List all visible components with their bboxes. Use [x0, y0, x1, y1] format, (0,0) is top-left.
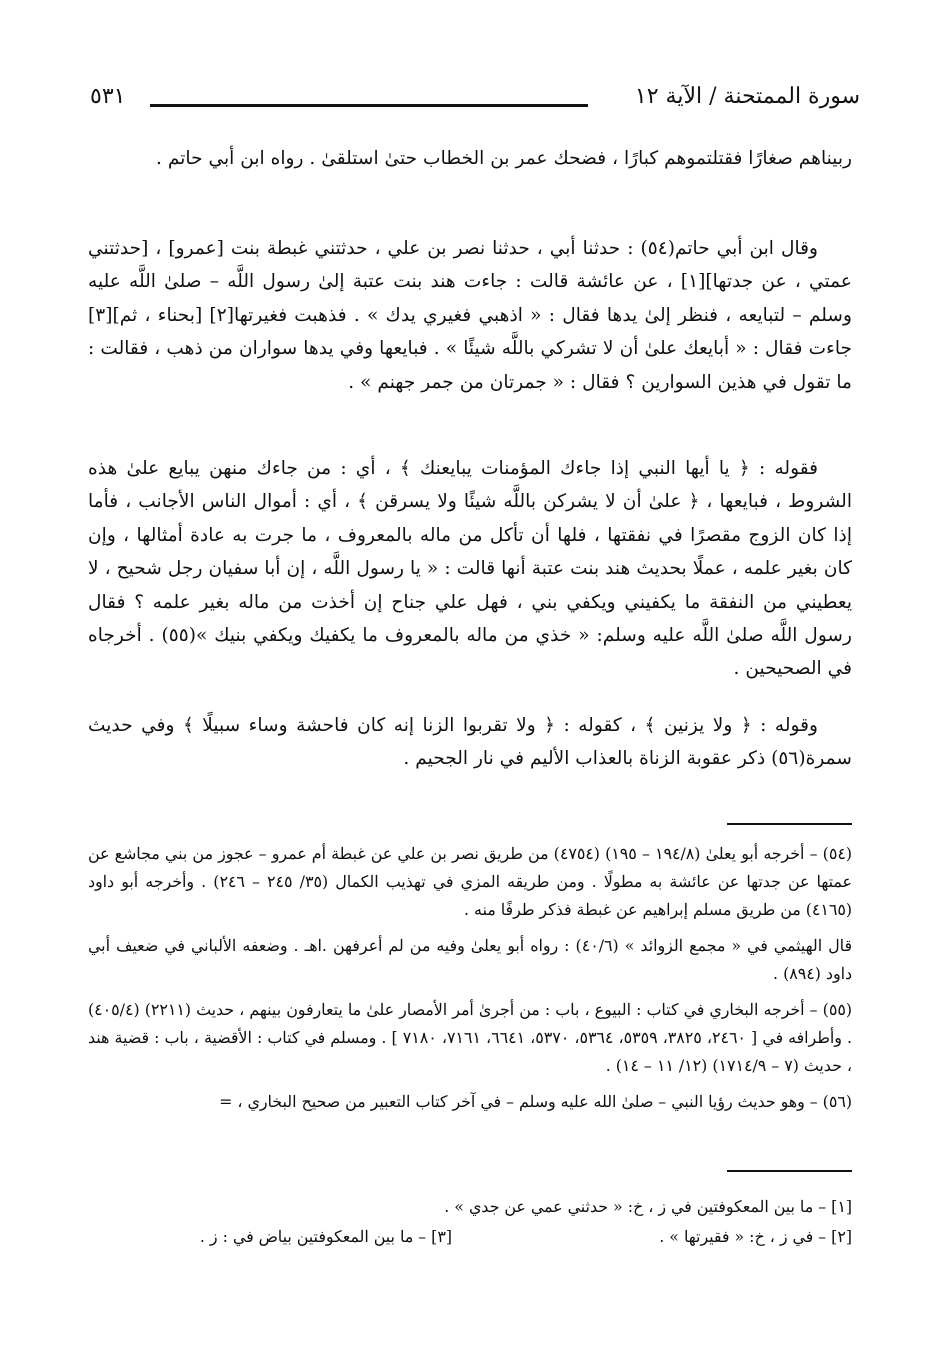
page-header — [90, 84, 860, 118]
variants-separator — [727, 1170, 852, 1172]
manuscript-variants — [88, 1192, 852, 1252]
footnote-54: (٥٤) – أخرجه أبو يعلىٰ (١٩٤/٨ – ١٩٥) (٤٧٥٤) من طريق نصر بن علي عن غبطة أم عمرو – عجوز من بني مجاشع عن عمتها عن جدتها عن عائشة به مطولًا . ومن طريقه المزي في تهذيب الكمال (٣٥/ ٢٤٥ – ٢٤٦) . وأخرجه أبو داود (٤١٦٥) من طريق مسلم إبراهيم عن غبطة فذكر طرفًا منه . — [88, 844, 852, 919]
paragraph-4: وقوله : ﴿ ولا يزنين ﴾ ، كقوله : ﴿ ولا تقربوا الزنا إنه كان فاحشة وساء سبيلًا ﴾ وفي حديث سمرة(٥٦) ذكر عقوبة الزناة بالعذاب الأليم في نار الجحيم . — [88, 715, 852, 770]
header-rule — [150, 104, 588, 107]
paragraph-3: فقوله : ﴿ يا أيها النبي إذا جاءك المؤمنات يبايعنك ﴾ ، أي : من جاءك منهن يبايع علىٰ هذه الشروط ، فبايعها ، ﴿ علىٰ أن لا يشركن باللَّه شيئًا ولا يسرقن ﴾ ، أي : أموال الناس الأجانب ، فأما إذا كان الزوج مقصرًا في نفقتها ، فلها أن تأكل من ماله بالمعروف ، ما جرت به عادة أمثالها ، وإن كان بغير علمه ، عملًا بحديث هند بنت عتبة أنها قالت : « يا رسول اللَّه ، إن أبا سفيان رجل شحيح ، لا يعطيني من النفقة ما يكفيني ويكفي بني ، فهل علي جناح إن أخذت من ماله بغير علمه ؟ فقال رسول اللَّه صلىٰ اللَّه عليه وسلم: « خذي من ماله بالمعروف ما يكفيك ويكفي بنيك »(٥٥) . أخرجاه في الصحيحين . — [88, 458, 852, 680]
variant-3: [٣] – ما بين المعكوفتين بياض في : ز . — [199, 1227, 452, 1246]
footnotes — [88, 840, 852, 1124]
footnote-56: (٥٦) – وهو حديث رؤيا النبي – صلىٰ الله عليه وسلم – في آخر كتاب التعبير من صحيح البخاري ، = — [219, 1092, 852, 1111]
paragraph-1: ربيناهم صغارًا فقتلتموهم كبارًا ، فضحك عمر بن الخطاب حتىٰ استلقىٰ . رواه ابن أبي حاتم . — [156, 148, 852, 169]
variant-1: [١] – ما بين المعكوفتين في ز ، خ: « حدثني عمي عن جدي » . — [444, 1197, 852, 1216]
footnote-55: (٥٥) – أخرجه البخاري في كتاب : البيوع ، باب : من أجرىٰ أمر الأمصار علىٰ ما يتعارفون بينهم ، حديث (٢٢١١) (٤٠٥/٤) . وأطرافه في [ ٢٤٦٠، ٣٨٢٥، ٥٣٥٩، ٥٣٦٤، ٥٣٧٠، ٦٦٤١، ٧١٦١، ٧١٨٠ ] . ومسلم في كتاب : الأقضية ، باب : قضية هند ، حديث (٧ – ١٧١٤/٩) (١٢/ ١١ – ١٤) . — [88, 1000, 852, 1075]
paragraph-2: وقال ابن أبي حاتم(٥٤) : حدثنا أبي ، حدثنا نصر بن علي ، حدثتني غبطة بنت [عمرو] ، [حدثتني عمتي ، عن جدتها][١] ، عن عائشة قالت : جاءت هند بنت عتبة إلىٰ رسول اللَّه – صلىٰ اللَّه عليه وسلم – لتبايعه ، فنظر إلىٰ يدها فقال : « اذهبي فغيري يدك » . فذهبت فغيرتها[٢] [بحناء ، ثم][٣] جاءت فقال : « أبايعك علىٰ أن لا تشركي باللَّه شيئًا » . فبايعها وفي يدها سواران من ذهب ، فقالت : ما تقول في هذين السوارين ؟ فقال : « جمرتان من جمر جهنم » . — [88, 238, 853, 393]
variant-row-2 — [88, 1222, 852, 1252]
page-number: ٥٣١ — [90, 84, 126, 109]
footnote-54-continued: قال الهيثمي في « مجمع الزوائد » (٤٠/٦) : رواه أبو يعلىٰ وفيه من لم أعرفهن .اهـ . وضعفه الألباني في ضعيف أبي داود (٨٩٤) . — [88, 936, 852, 983]
running-title: سورة الممتحنة / الآية ١٢ — [634, 84, 860, 109]
variant-2: [٢] – في ز ، خ: « فقيرتها » . — [659, 1227, 852, 1246]
footnotes-separator — [727, 823, 852, 825]
